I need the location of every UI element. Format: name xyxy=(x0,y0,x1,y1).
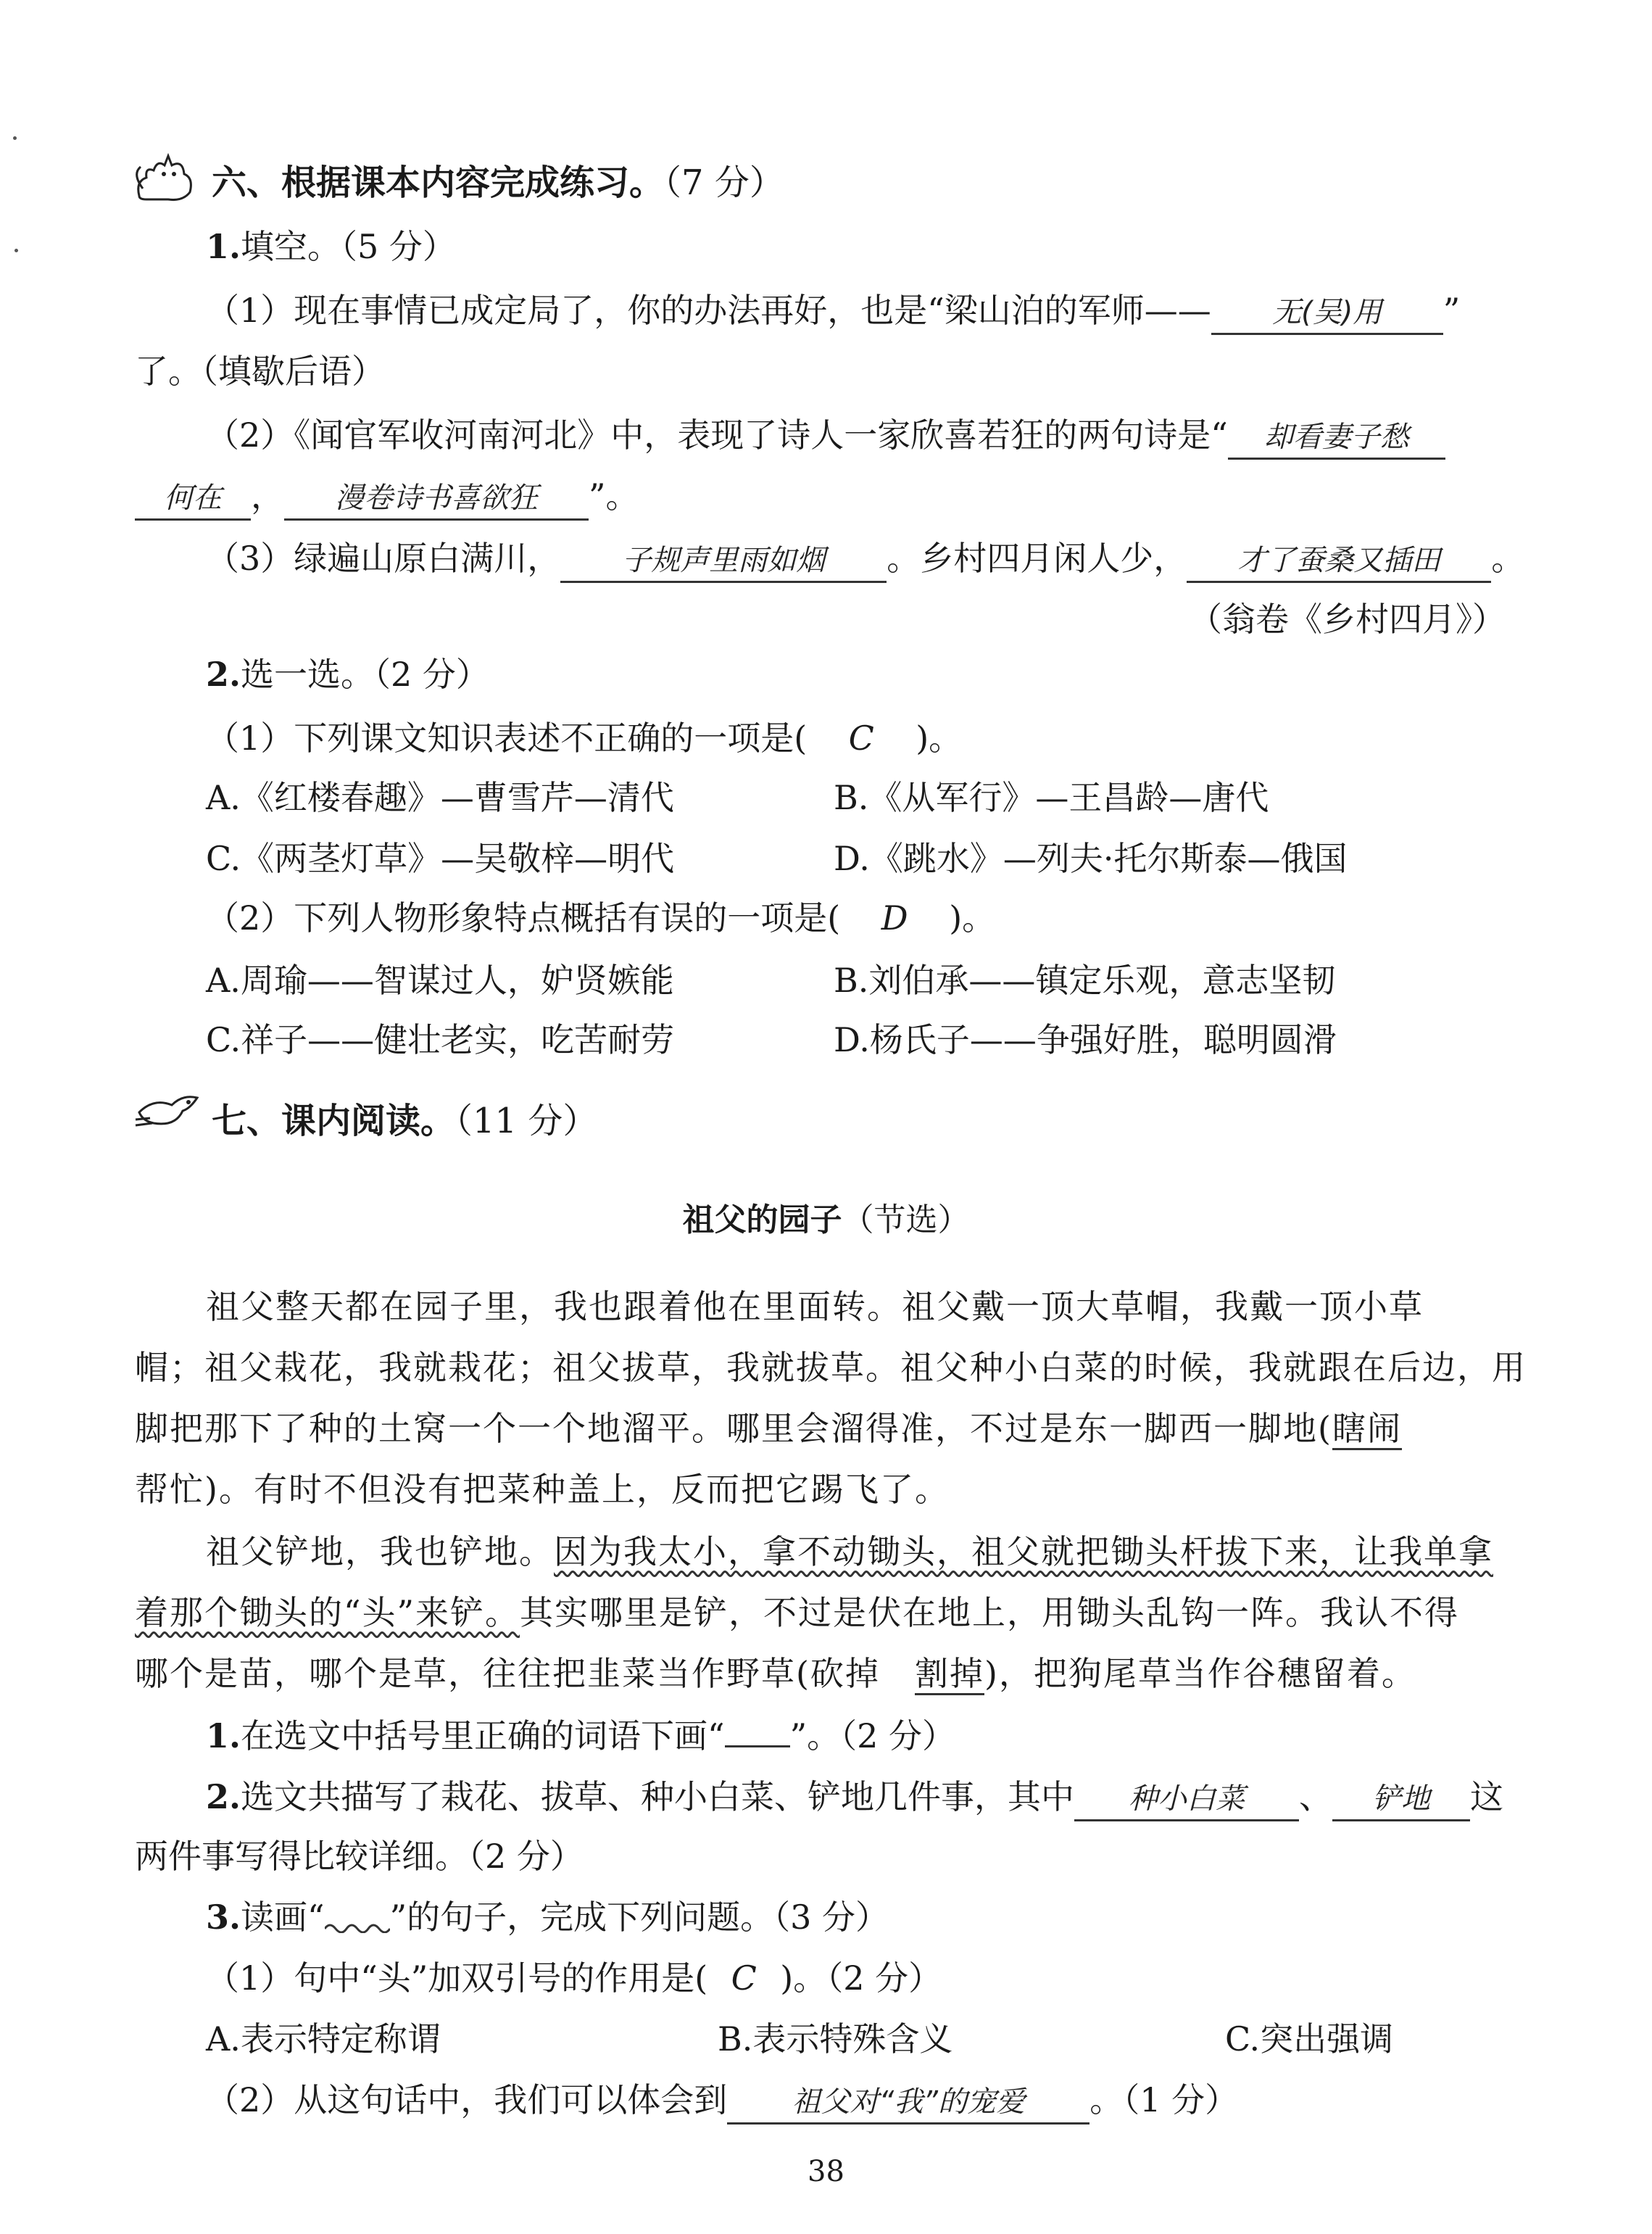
q-text: ”的句子，完成下列问题。（3 分） xyxy=(389,1898,889,1937)
answer-choice[interactable]: C xyxy=(848,719,874,758)
section-7-title: 七、课内阅读。 xyxy=(212,1101,456,1141)
section-6-heading xyxy=(212,161,784,204)
page-number: 38 xyxy=(808,2155,844,2188)
bird-icon xyxy=(132,1083,204,1134)
poem-source xyxy=(1189,597,1506,641)
q-text: 了。（填歇后语） xyxy=(135,352,385,391)
scan-dot xyxy=(14,249,18,252)
passage-line xyxy=(135,1407,1402,1450)
answer-field[interactable]: 子规声里雨如烟 xyxy=(560,540,887,583)
q7-3-line xyxy=(206,1895,889,1939)
option-text: C.《两茎灯草》—吴敬梓—明代 xyxy=(206,839,675,878)
answer-field[interactable]: 种小白菜 xyxy=(1074,1779,1299,1821)
section-6-points: （7 分） xyxy=(664,162,784,203)
answer-field[interactable]: 无(吴)用 xyxy=(1211,292,1443,335)
q-text: 、 xyxy=(1299,1777,1333,1816)
passage-text: 哪个是苗，哪个是草，往往把韭菜当作野草(砍掉 xyxy=(135,1654,915,1693)
option-text: D.杨氏子——争强好胜，聪明圆滑 xyxy=(834,1020,1337,1059)
option-d[interactable] xyxy=(834,1018,1337,1062)
passage-text: 祖父铲地，我也铲地。 xyxy=(206,1532,554,1571)
q-text: 。乡村四月闲人少， xyxy=(887,539,1187,578)
passage-title-text: 祖父的园子 xyxy=(682,1201,842,1238)
q6-1-2-line-2 xyxy=(135,474,639,521)
answer-choice[interactable]: D xyxy=(881,898,908,938)
option-text: B.《从军行》—王昌龄—唐代 xyxy=(834,778,1269,817)
passage-text: 脚把那下了种的土窝一个一个地溜平。哪里会溜得准，不过是东一脚西一脚地( xyxy=(135,1409,1332,1448)
passage-title xyxy=(0,1193,1652,1240)
section-7-points: （11 分） xyxy=(455,1101,598,1141)
passage-line xyxy=(135,1468,950,1511)
wavy-underlined-sentence: 着那个锄头的“头”来铲。 xyxy=(135,1593,520,1632)
q-text: 选文共描写了栽花、拔草、种小白菜、铲地几件事，其中 xyxy=(241,1777,1075,1816)
q-text: 这 xyxy=(1470,1777,1504,1816)
passage-line xyxy=(135,1652,1416,1695)
option-text: A.《红楼春趣》—曹雪芹—清代 xyxy=(206,778,674,817)
q7-3-2-line xyxy=(206,2078,1238,2125)
q-number: 2. xyxy=(206,1777,241,1816)
answer-choice[interactable]: C xyxy=(731,1958,757,1998)
option-a[interactable] xyxy=(206,776,674,819)
option-text: C.祥子——健壮老实，吃苦耐劳 xyxy=(206,1020,675,1059)
q-text: 读画“ xyxy=(241,1898,325,1937)
q-text: ”。（2 分） xyxy=(789,1716,955,1755)
answer-field[interactable]: 铲地 xyxy=(1332,1779,1470,1821)
option-text: D.《跳水》—列夫·托尔斯泰—俄国 xyxy=(834,839,1348,878)
option-c[interactable] xyxy=(1225,2017,1393,2061)
q-text: )。 xyxy=(916,719,963,758)
q-text: 填空。（5 分） xyxy=(241,227,456,266)
q-text: （翁卷《乡村四月》） xyxy=(1189,600,1506,639)
passage-text: )，把狗尾草当作谷穗留着。 xyxy=(984,1654,1416,1693)
passage-text: 帮忙)。有时不但没有把菜种盖上，反而把它踢飞了。 xyxy=(135,1470,950,1509)
q6-1-1-line-2 xyxy=(135,349,385,393)
scan-dot xyxy=(13,136,17,140)
q-text: 在选文中括号里正确的词语下画“ xyxy=(241,1716,725,1755)
answer-field[interactable]: 祖父对“我”的宠爱 xyxy=(727,2082,1089,2125)
q-text: )。 xyxy=(949,898,996,938)
underlined-answer[interactable]: 割掉 xyxy=(915,1654,984,1695)
option-text: B.刘伯承——镇定乐观，意志坚韧 xyxy=(834,961,1336,1000)
option-text: B.表示特殊含义 xyxy=(718,2019,953,2059)
q-number: 3. xyxy=(206,1898,241,1937)
q7-2-line xyxy=(206,1775,1503,1821)
answer-field[interactable]: 却看妻子愁 xyxy=(1228,417,1445,460)
option-c[interactable] xyxy=(206,1018,674,1062)
q-text: )。（2 分） xyxy=(780,1958,942,1998)
passage-text: 其实哪里是铲，不过是伏在地上，用锄头乱钩一阵。我认不得 xyxy=(520,1593,1460,1632)
q-text: 两件事写得比较详细。（2 分） xyxy=(135,1837,584,1876)
q-text: （1）句中“头”加双引号的作用是( xyxy=(206,1958,708,1998)
q6-2-2-line xyxy=(206,896,995,940)
q6-1-1-line xyxy=(206,289,1460,335)
q-number: 1. xyxy=(206,227,241,266)
q-text: （2）下列人物形象特点概括有误的一项是( xyxy=(206,898,841,938)
q6-2-heading xyxy=(206,653,489,696)
option-b[interactable] xyxy=(834,776,1269,819)
option-b[interactable] xyxy=(718,2017,952,2061)
q-text: （1）现在事情已成定局了，你的办法再好，也是“梁山泊的军师—— xyxy=(206,291,1211,330)
passage-text: 帽；祖父栽花，我就栽花；祖父拔草，我就拔草。祖父种小白菜的时候，我就跟在后边，用 xyxy=(135,1348,1527,1387)
q7-3-1-line xyxy=(206,1956,942,2000)
q-text: （1）下列课文知识表述不正确的一项是( xyxy=(206,719,808,758)
q-text: 。 xyxy=(1491,539,1525,578)
q6-1-2-line xyxy=(206,413,1445,460)
section-6-title: 六、根据课本内容完成练习。 xyxy=(212,162,665,203)
q-text: 。（1 分） xyxy=(1089,2080,1239,2119)
option-d[interactable] xyxy=(834,837,1348,880)
q7-2-line-2 xyxy=(135,1834,584,1878)
q-text: 选一选。（2 分） xyxy=(241,655,489,694)
answer-field[interactable]: 何在 xyxy=(135,478,251,521)
passage-title-note: （节选） xyxy=(842,1201,970,1238)
underlined-answer[interactable]: 瞎闹 xyxy=(1332,1409,1402,1450)
q-text: （2）《闻官军收河南河北》中，表现了诗人一家欣喜若狂的两句诗是“ xyxy=(206,415,1228,455)
passage-line xyxy=(135,1591,1459,1634)
option-a[interactable] xyxy=(206,2017,441,2061)
passage-line xyxy=(135,1346,1527,1389)
answer-field[interactable]: 漫卷诗书喜欲狂 xyxy=(284,478,589,521)
q-text: ” xyxy=(1443,291,1461,330)
q6-1-3-line xyxy=(206,537,1524,583)
wavy-line-sample xyxy=(325,1919,390,1933)
passage-text: 祖父整天都在园子里，我也跟着他在里面转。祖父戴一顶大草帽，我戴一顶小草 xyxy=(206,1287,1424,1326)
q6-1-heading xyxy=(206,225,456,268)
passage-line xyxy=(206,1530,1493,1573)
underline-sample xyxy=(725,1724,790,1747)
q-number: 2. xyxy=(206,655,241,694)
option-c[interactable] xyxy=(206,837,674,880)
option-text: C.突出强调 xyxy=(1225,2019,1394,2059)
option-b[interactable] xyxy=(834,959,1335,1002)
q-number: 1. xyxy=(206,1716,241,1755)
option-text: A.表示特定称谓 xyxy=(206,2019,441,2059)
q-text: ， xyxy=(251,476,284,516)
q-text: （2）从这句话中，我们可以体会到 xyxy=(206,2080,728,2119)
answer-field[interactable]: 才了蚕桑又插田 xyxy=(1187,540,1491,583)
cat-icon xyxy=(132,145,204,203)
option-text: A.周瑜——智谋过人，妒贤嫉能 xyxy=(206,961,674,1000)
q6-2-1-line xyxy=(206,716,962,760)
passage-line xyxy=(206,1285,1424,1328)
wavy-underlined-sentence: 因为我太小，拿不动锄头，祖父就把锄头杆拔下来，让我单拿 xyxy=(554,1532,1493,1571)
q-text: （3）绿遍山原白满川， xyxy=(206,539,561,578)
section-7-heading xyxy=(212,1099,597,1143)
option-a[interactable] xyxy=(206,959,674,1002)
q-text: ”。 xyxy=(589,476,639,516)
q7-1-line xyxy=(206,1714,955,1758)
